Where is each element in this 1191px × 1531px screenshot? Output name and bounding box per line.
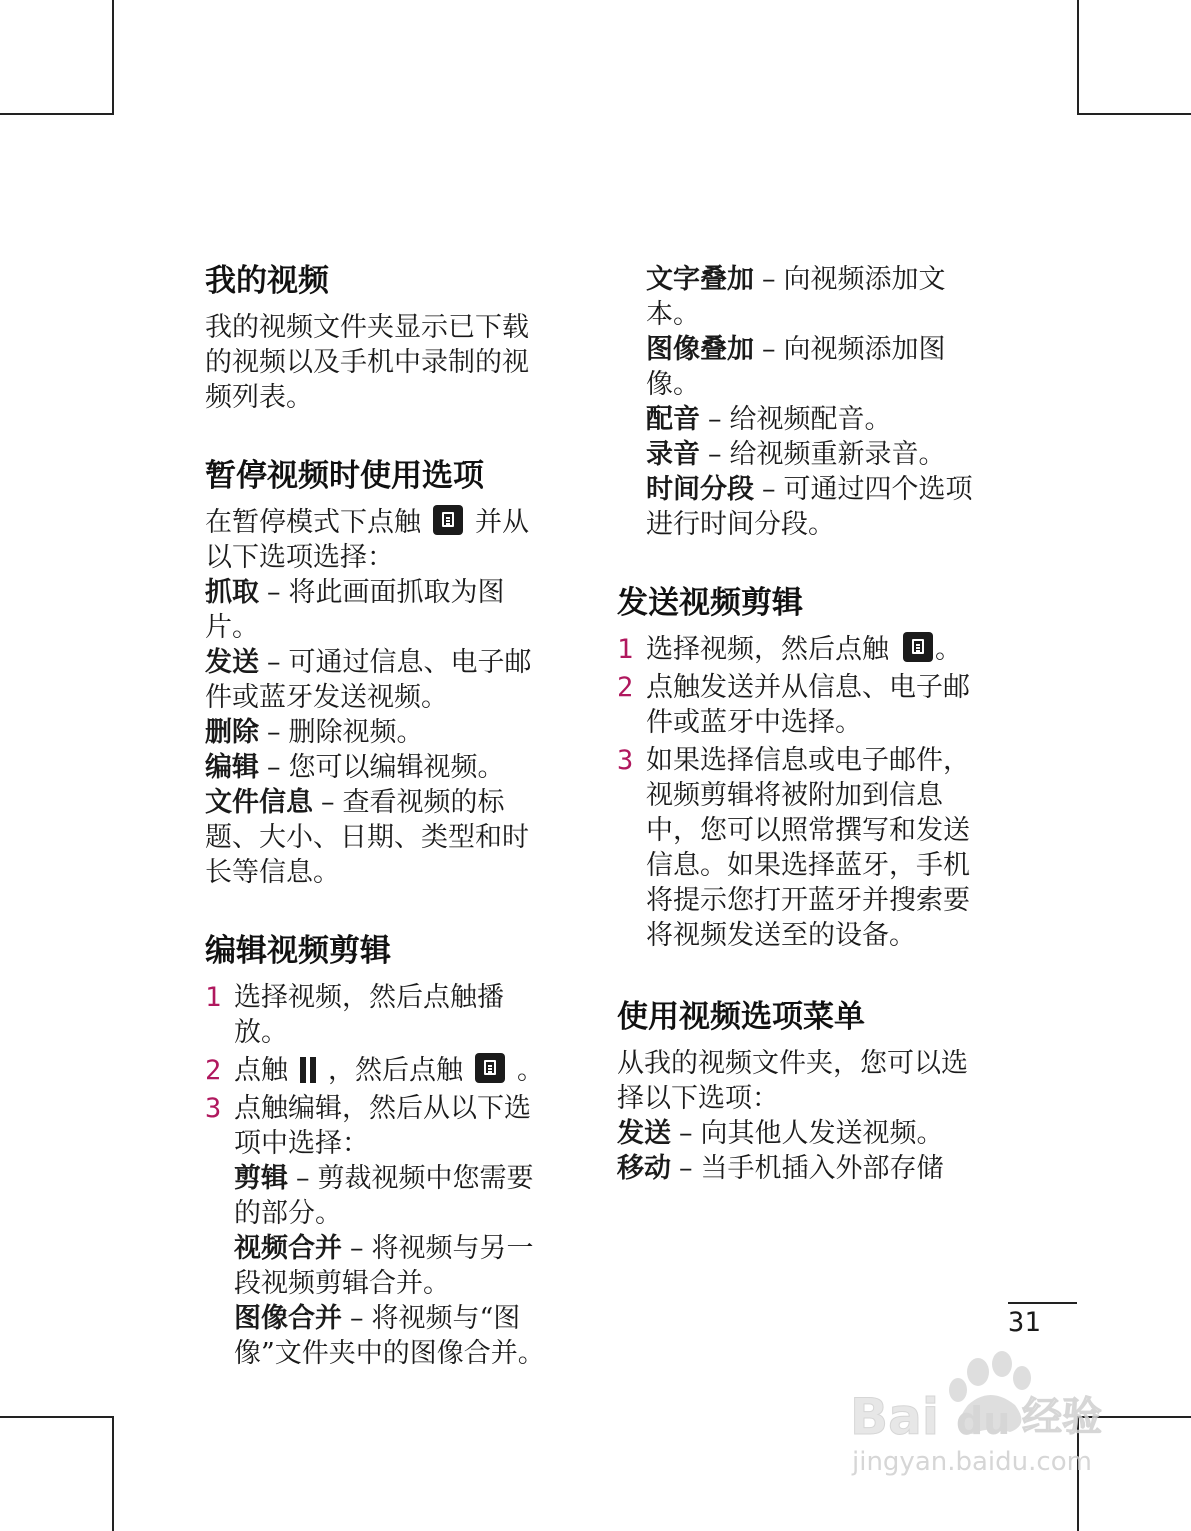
section-title-video-options-menu: 使用视频选项菜单 xyxy=(617,999,865,1035)
step-text-c: 。 xyxy=(517,1055,544,1086)
option-item xyxy=(205,575,555,645)
option-item xyxy=(205,750,555,785)
my-videos-body: 我的视频文件夹显示已下载的视频以及手机中录制的视频列表。 xyxy=(205,312,529,413)
option-term: 录音 xyxy=(646,439,700,470)
page-number: 31 xyxy=(1008,1302,1077,1338)
step-number: 2 xyxy=(617,672,634,703)
option-term: 图像合并 xyxy=(234,1303,342,1334)
option-desc: 向视频添加图像。 xyxy=(646,334,946,400)
separator: – xyxy=(679,1118,693,1149)
option-term: 发送 xyxy=(205,647,259,678)
option-item xyxy=(234,1301,555,1371)
option-term: 抓取 xyxy=(205,577,259,608)
step-text: 如果选择信息或电子邮件，视频剪辑将被附加到信息中，您可以照常撰写和发送信息。如果选择蓝牙，手机将提示您打开蓝牙并搜索要将视频发送至的设备。 xyxy=(646,745,970,951)
option-desc: 可通过信息、电子邮件或蓝牙发送视频。 xyxy=(205,647,532,713)
option-desc: 当手机插入外部存储 xyxy=(700,1153,944,1184)
option-item xyxy=(617,1151,977,1186)
separator: – xyxy=(679,1153,693,1184)
separator: – xyxy=(267,752,281,783)
step-item xyxy=(205,1053,555,1088)
option-item xyxy=(646,332,977,402)
step-item xyxy=(617,743,977,953)
separator: – xyxy=(762,264,776,295)
option-item xyxy=(234,1231,555,1301)
option-item xyxy=(234,1161,555,1231)
step-number: 1 xyxy=(205,982,222,1013)
step-text-b: 。 xyxy=(935,634,962,665)
send-steps xyxy=(617,632,977,953)
option-desc: 将视频与“图像”文件夹中的图像合并。 xyxy=(234,1303,545,1369)
edit-steps xyxy=(205,980,555,1371)
option-desc: 将此画面抓取为图片。 xyxy=(205,577,505,643)
edit-sub-options xyxy=(234,1161,555,1371)
pause-icon xyxy=(298,1057,318,1083)
option-item xyxy=(646,262,977,332)
option-desc: 向视频添加文本。 xyxy=(646,264,946,330)
step-item xyxy=(617,670,977,740)
pause-intro xyxy=(205,505,555,575)
separator: – xyxy=(267,717,281,748)
step-item xyxy=(205,980,555,1050)
edit-sub-continued xyxy=(617,262,977,542)
separator: – xyxy=(708,439,722,470)
option-term: 配音 xyxy=(646,404,700,435)
crop-mark xyxy=(1077,0,1079,115)
separator: – xyxy=(708,404,722,435)
separator: – xyxy=(762,474,776,505)
step-text: 点触编辑，然后从以下选项中选择： xyxy=(234,1093,531,1159)
pause-intro-before: 在暂停模式下点触 xyxy=(205,507,421,538)
separator: – xyxy=(350,1303,364,1334)
option-term: 文件信息 xyxy=(205,787,313,818)
step-number: 3 xyxy=(617,745,634,776)
option-item xyxy=(205,715,555,750)
crop-mark xyxy=(1077,113,1191,115)
section-title-send-clip: 发送视频剪辑 xyxy=(617,585,803,621)
option-term: 剪辑 xyxy=(234,1163,288,1194)
separator: – xyxy=(267,577,281,608)
menu-icon xyxy=(475,1053,505,1083)
step-number: 1 xyxy=(617,634,634,665)
option-term: 文字叠加 xyxy=(646,264,754,295)
option-desc: 删除视频。 xyxy=(288,717,424,748)
crop-mark xyxy=(112,0,114,115)
option-desc: 将视频与另一段视频剪辑合并。 xyxy=(234,1233,534,1299)
step-text: 选择视频，然后点触播放。 xyxy=(234,982,504,1048)
separator: – xyxy=(350,1233,364,1264)
option-term: 时间分段 xyxy=(646,474,754,505)
separator: – xyxy=(762,334,776,365)
step-item xyxy=(205,1091,555,1371)
menu-icon xyxy=(903,632,933,662)
right-column-content xyxy=(617,262,977,1186)
baidu-jingyan-watermark xyxy=(850,1350,1120,1480)
separator: – xyxy=(296,1163,310,1194)
option-term: 移动 xyxy=(617,1153,671,1184)
watermark-brand: Bai xyxy=(850,1388,939,1446)
option-desc: 查看视频的标题、大小、日期、类型和时长等信息。 xyxy=(205,787,529,888)
option-item xyxy=(617,1116,977,1151)
step-text-a: 点触 xyxy=(234,1055,288,1086)
step-number: 3 xyxy=(205,1093,222,1124)
option-desc: 向其他人发送视频。 xyxy=(700,1118,944,1149)
separator: – xyxy=(267,647,281,678)
section-title-my-videos: 我的视频 xyxy=(205,263,329,299)
option-term: 删除 xyxy=(205,717,259,748)
option-term: 编辑 xyxy=(205,752,259,783)
crop-mark xyxy=(0,1416,114,1418)
option-desc: 剪裁视频中您需要的部分。 xyxy=(234,1163,534,1229)
option-item xyxy=(205,645,555,715)
option-item xyxy=(646,437,977,472)
option-item xyxy=(646,402,977,437)
step-text: 点触发送并从信息、电子邮件或蓝牙中选择。 xyxy=(646,672,970,738)
option-term: 视频合并 xyxy=(234,1233,342,1264)
watermark-cn: 经验 xyxy=(1022,1394,1102,1440)
options-menu-intro: 从我的视频文件夹，您可以选择以下选项： xyxy=(617,1048,968,1114)
step-number: 2 xyxy=(205,1055,222,1086)
option-term: 发送 xyxy=(617,1118,671,1149)
crop-mark xyxy=(0,113,114,115)
left-column xyxy=(205,262,555,1374)
section-title-pause-options: 暂停视频时使用选项 xyxy=(205,458,484,494)
separator: – xyxy=(321,787,335,818)
option-desc: 您可以编辑视频。 xyxy=(288,752,505,783)
option-desc: 给视频配音。 xyxy=(729,404,892,435)
option-desc: 给视频重新录音。 xyxy=(729,439,946,470)
section-title-edit-clip: 编辑视频剪辑 xyxy=(205,933,391,969)
option-item xyxy=(205,785,555,890)
pause-intro-after: 并从以下选项选择： xyxy=(205,507,529,573)
crop-mark xyxy=(112,1416,114,1531)
option-term: 图像叠加 xyxy=(646,334,754,365)
step-text-a: 选择视频，然后点触 xyxy=(646,634,889,665)
watermark-url: jingyan.baidu.com xyxy=(852,1447,1092,1477)
step-text-b: ，然后点触 xyxy=(328,1055,463,1086)
menu-icon xyxy=(433,505,463,535)
option-desc: 可通过四个选项进行时间分段。 xyxy=(646,474,973,540)
watermark-brand2: du xyxy=(956,1399,1011,1443)
option-item xyxy=(646,472,977,542)
step-item xyxy=(617,632,977,667)
